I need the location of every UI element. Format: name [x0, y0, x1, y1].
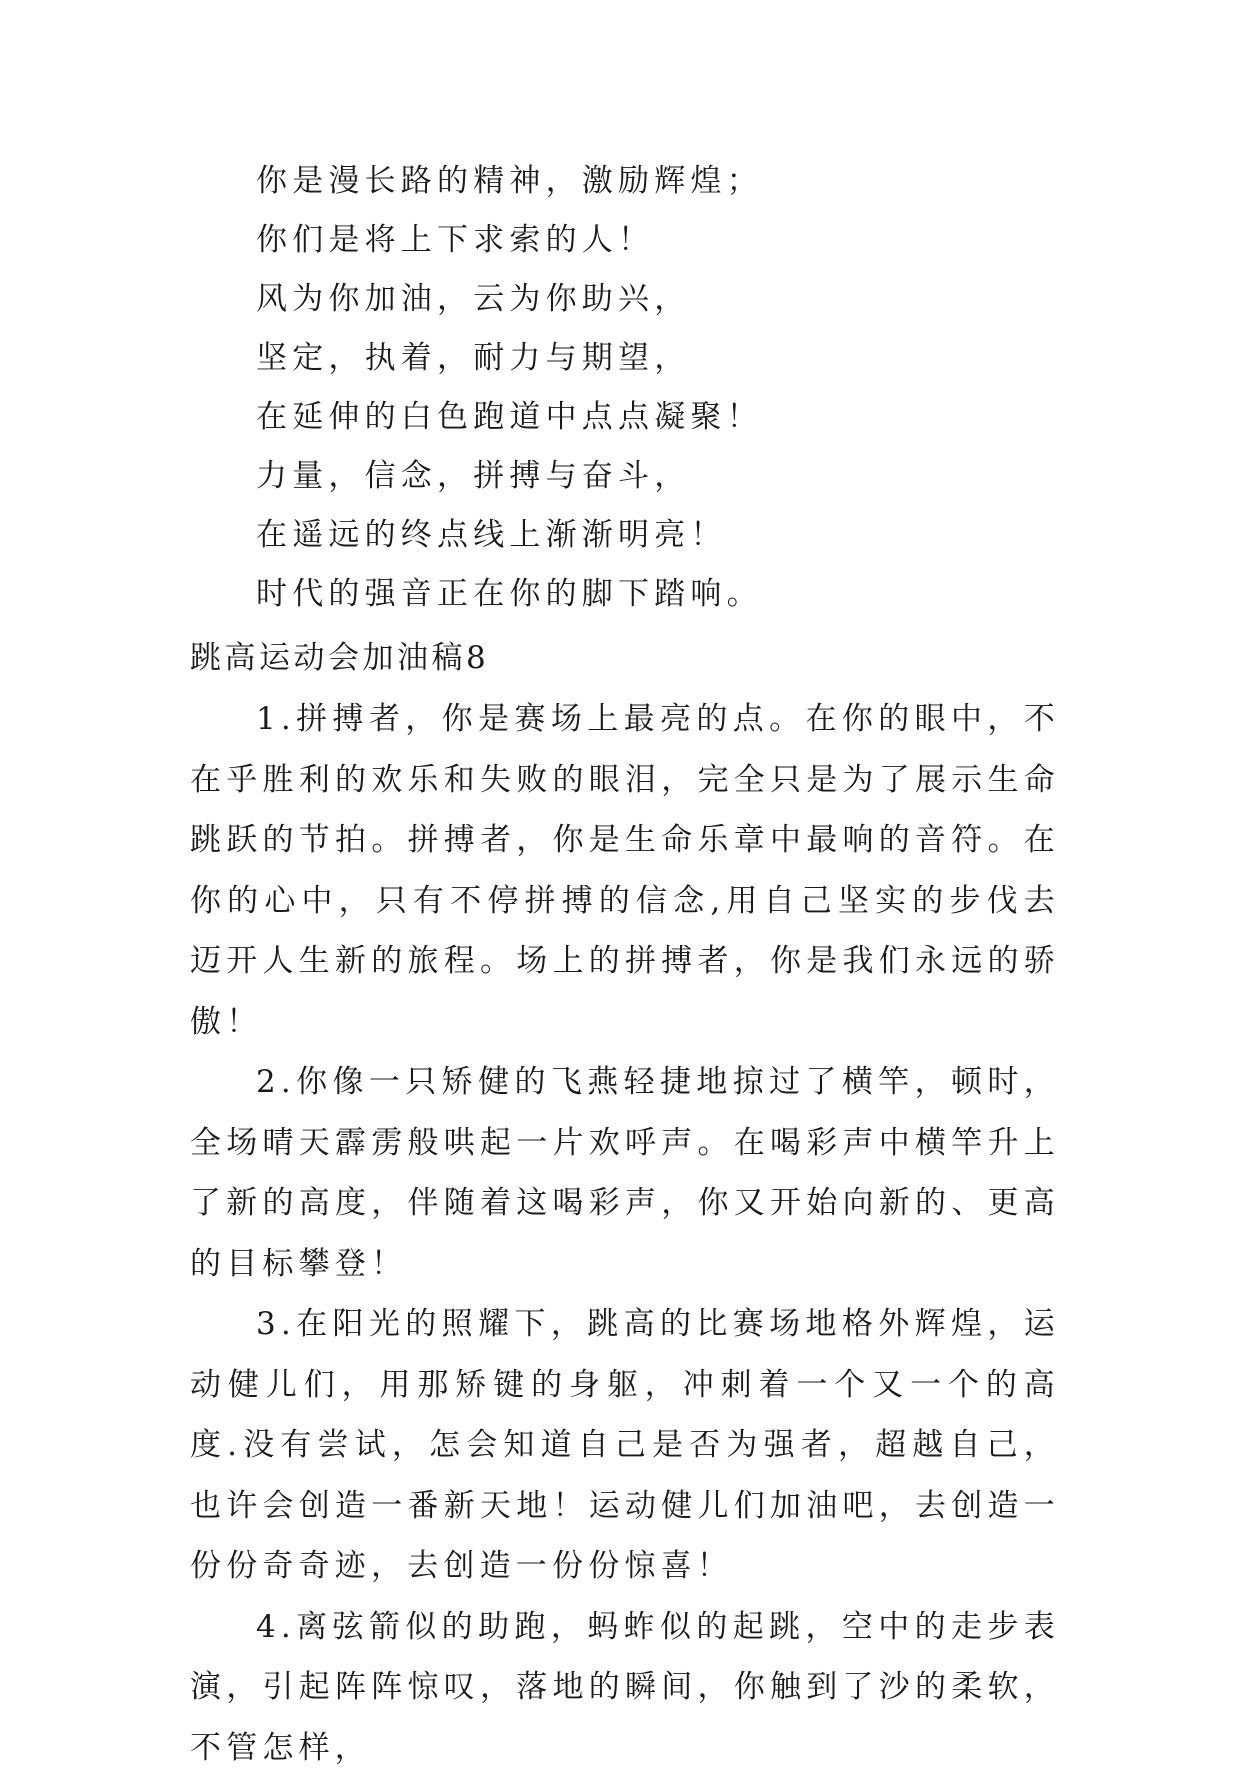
poem-line: 在遥远的终点线上渐渐明亮！ [190, 506, 1060, 565]
paragraph: 1.拼搏者，你是赛场上最亮的点。在你的眼中，不在乎胜利的欢乐和失败的眼泪，完全只是为了展示生命跳跃的节拍。拼搏者，你是生命乐章中最响的音符。在你的心中，只有不停拼搏的信念,用自己坚实的步伐去迈开人生新的旅程。场上的拼搏者，你是我们永远的骄傲！ [190, 689, 1060, 1052]
poem-line: 在延伸的白色跑道中点点凝聚！ [190, 388, 1060, 447]
poem-line: 坚定，执着，耐力与期望， [190, 329, 1060, 388]
paragraph: 4.离弦箭似的助跑，蚂蚱似的起跳，空中的走步表演，引起阵阵惊叹，落地的瞬间，你触到了沙的柔软，不管怎样， [190, 1597, 1060, 1778]
paragraphs-block [190, 689, 1060, 1778]
poem-line: 时代的强音正在你的脚下踏响。 [190, 565, 1060, 624]
section-heading: 跳高运动会加油稿8 [190, 630, 489, 686]
poem-line: 你是漫长路的精神，激励辉煌； [190, 152, 1060, 211]
poem-line: 风为你加油，云为你助兴， [190, 270, 1060, 329]
poem-block [190, 152, 1060, 624]
paragraph: 2.你像一只矫健的飞燕轻捷地掠过了横竿，顿时，全场晴天霹雳般哄起一片欢呼声。在喝彩声中横竿升上了新的高度，伴随着这喝彩声，你又开始向新的、更高的目标攀登！ [190, 1052, 1060, 1294]
paragraph: 3.在阳光的照耀下，跳高的比赛场地格外辉煌，运动健儿们，用那矫键的身躯，冲刺着一个又一个的高度.没有尝试，怎会知道自己是否为强者，超越自己，也许会创造一番新天地！运动健儿们加油吧，去创造一份份奇奇迹，去创造一份份惊喜！ [190, 1294, 1060, 1597]
poem-line: 你们是将上下求索的人！ [190, 211, 1060, 270]
poem-line: 力量，信念，拼搏与奋斗， [190, 447, 1060, 506]
